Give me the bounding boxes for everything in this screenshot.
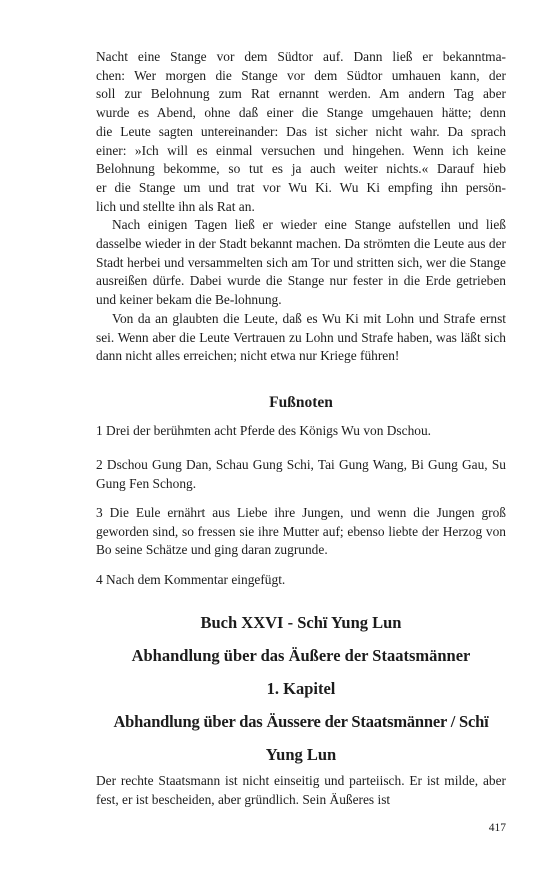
text-line: einer: »Ich will es einmal versuchen und hingehen. Wenn ich keine xyxy=(96,142,506,158)
paragraph: Nach einigen Tagen ließ er wieder eine Stange aufstellen und ließ dasselbe wieder in der Stadt bekannt machen. Da strömten die Leute aus der Stadt herbei und versammelten sich am Tor und stritten sich, wer die Stange ausreißen dürfe. Dabei wurde die Stange nur fester in die Erde getrieben und keiner bekam die Be-lohnung. xyxy=(96,217,506,308)
text-line: chen: Wer morgen die Stange vor dem Südtor umhauen kann, der xyxy=(96,67,506,83)
text-line: Nacht eine Stange vor dem Südtor auf. Dann ließ er bekanntma- xyxy=(96,49,506,64)
footnotes-heading: Fußnoten xyxy=(269,394,333,411)
book-subtitle: Abhandlung über das Äußere der Staatsmänner xyxy=(131,646,471,665)
text-line: wurde es Abend, ohne daß einer die Stange umgehauen hätte; denn xyxy=(96,105,506,121)
chapter-number: 1. Kapitel xyxy=(266,679,336,698)
main-text xyxy=(96,48,506,366)
paragraph: Von da an glaubten die Leute, daß es Wu Ki mit Lohn und Strafe ernst sei. Wenn aber die Leute Vertrauen zu Lohn und Strafe haben, was läßt sich dann nicht alles erreichen; nicht etwa nur Kriege führen! xyxy=(96,310,506,364)
book-title: Buch XXVI - Schï Yung Lun xyxy=(200,613,402,632)
text-line: die Leute sagten untereinander: Das ist sicher nicht wahr. Da sprach xyxy=(96,123,506,139)
text-line: lich und stellte ihn als Rat an. xyxy=(96,198,255,214)
footnote-3: 3 Die Eule ernährt aus Liebe ihre Jungen, und wenn die Jungen groß geworden sind, so fressen sie ihre Mutter auf; ebenso liebte der Herzog von Bo seine Schätze und ging daran zugrunde. xyxy=(96,505,506,558)
paragraph-continuation xyxy=(96,48,506,216)
footnote-2: 2 Dschou Gung Dan, Schau Gung Schi, Tai Gung Wang, Bi Gung Gau, Su Gung Fen Schong. xyxy=(96,457,506,491)
text-line: Belohnung bekomme, so tut es ja auch weiter nichts.« Darauf hieb xyxy=(96,161,506,177)
chapter-intro-paragraph: Der rechte Staatsmann ist nicht einseitig und parteiisch. Er ist milde, aber fest, er ist bescheiden, aber gründlich. Sein Äußeres ist xyxy=(96,773,506,807)
page-number: 417 xyxy=(488,822,506,834)
chapter-title-continued: Yung Lun xyxy=(265,745,337,764)
text-line: er die Stange um und trat vor Wu Ki. Wu Ki empfing ihn persön- xyxy=(96,179,506,195)
text-line: soll zur Belohnung zum Rat ernannt werden. Am andern Tag aber xyxy=(96,86,506,102)
footnote-1: 1 Drei der berühmten acht Pferde des Königs Wu von Dschou. xyxy=(96,423,432,438)
chapter-title: Abhandlung über das Äussere der Staatsmänner / Schï xyxy=(113,712,489,731)
footnote-4: 4 Nach dem Kommentar eingefügt. xyxy=(96,572,286,587)
